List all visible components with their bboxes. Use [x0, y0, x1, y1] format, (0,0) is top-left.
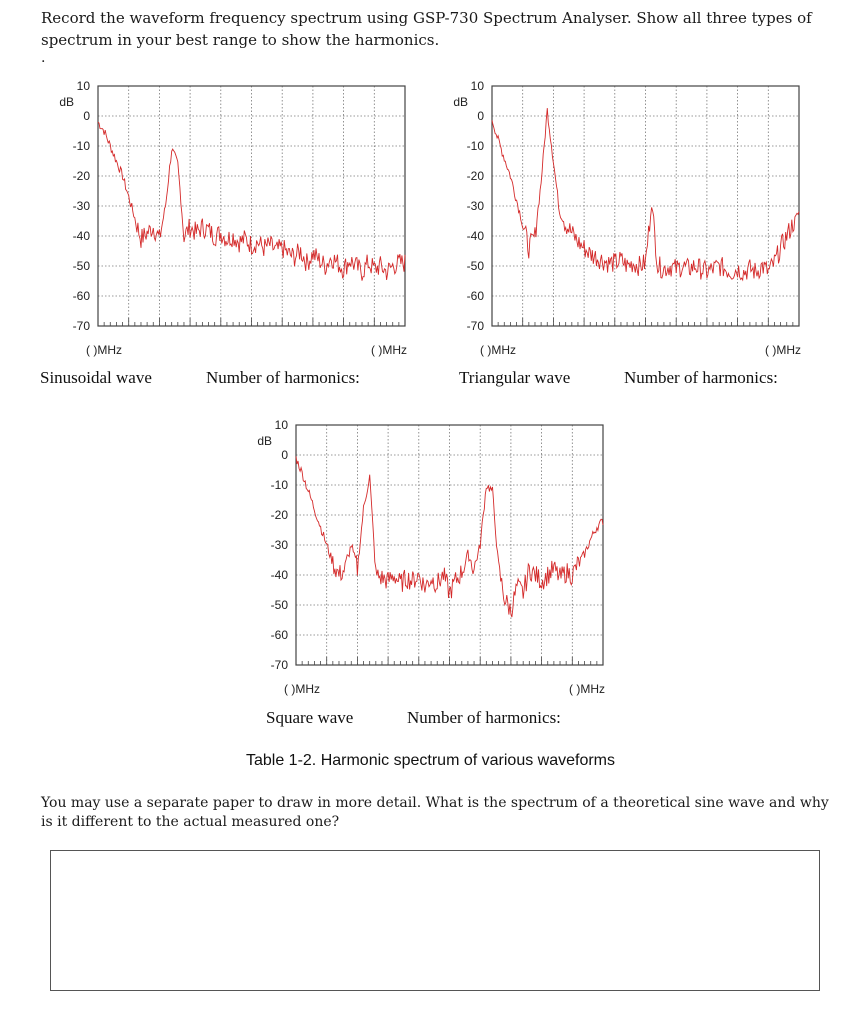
y-tick-label: -50 — [72, 259, 90, 273]
y-tick-label: -60 — [270, 628, 288, 642]
y-tick-label: -40 — [466, 229, 484, 243]
answer-box[interactable] — [50, 850, 820, 991]
y-unit-label: dB — [453, 95, 468, 109]
y-tick-label: -20 — [72, 169, 90, 183]
y-unit-label: dB — [257, 434, 272, 448]
question-text: You may use a separate paper to draw in more detail. What is the spectrum of a theoretical sine wave and why is it different to the actual measured one? — [41, 795, 829, 830]
y-tick-label: 0 — [477, 109, 484, 123]
square-wave-label: Square wave — [266, 708, 354, 727]
y-tick-label: -10 — [72, 139, 90, 153]
x-left-label: ( )MHz — [480, 343, 516, 357]
y-tick-label: -50 — [270, 598, 288, 612]
bullet-dot: . — [41, 50, 46, 66]
y-tick-label: -70 — [466, 319, 484, 333]
y-tick-label: 10 — [76, 79, 90, 93]
x-right-label: ( )MHz — [765, 343, 801, 357]
y-tick-label: -50 — [466, 259, 484, 273]
y-tick-label: -60 — [72, 289, 90, 303]
y-tick-label: -10 — [466, 139, 484, 153]
instructions-text: Record the waveform frequency spectrum using GSP-730 Spectrum Analyser. Show all three types of spectrum in your best range to show the harmonics. — [41, 9, 812, 49]
y-tick-label: -60 — [466, 289, 484, 303]
y-tick-label: -70 — [270, 658, 288, 672]
y-tick-label: -10 — [270, 478, 288, 492]
y-tick-label: 10 — [274, 418, 288, 432]
y-tick-label: 0 — [83, 109, 90, 123]
triangle-wave-label: Triangular wave — [459, 368, 571, 387]
y-tick-label: -30 — [466, 199, 484, 213]
y-tick-label: -30 — [270, 538, 288, 552]
y-tick-label: 0 — [281, 448, 288, 462]
x-left-label: ( )MHz — [284, 682, 320, 696]
y-tick-label: -70 — [72, 319, 90, 333]
x-left-label: ( )MHz — [86, 343, 122, 357]
y-unit-label: dB — [59, 95, 74, 109]
sine-harmonics-label: Number of harmonics: — [206, 368, 360, 387]
table-caption: Table 1-2. Harmonic spectrum of various waveforms — [245, 752, 616, 769]
y-tick-label: -40 — [270, 568, 288, 582]
x-right-label: ( )MHz — [371, 343, 407, 357]
y-tick-label: -30 — [72, 199, 90, 213]
square-harmonics-label: Number of harmonics: — [407, 708, 561, 727]
square-spectrum-trace — [296, 456, 603, 617]
y-tick-label: -40 — [72, 229, 90, 243]
y-tick-label: -20 — [270, 508, 288, 522]
x-right-label: ( )MHz — [569, 682, 605, 696]
triangle-harmonics-label: Number of harmonics: — [624, 368, 778, 387]
y-tick-label: -20 — [466, 169, 484, 183]
sine-wave-label: Sinusoidal wave — [40, 368, 152, 387]
y-tick-label: 10 — [470, 79, 484, 93]
